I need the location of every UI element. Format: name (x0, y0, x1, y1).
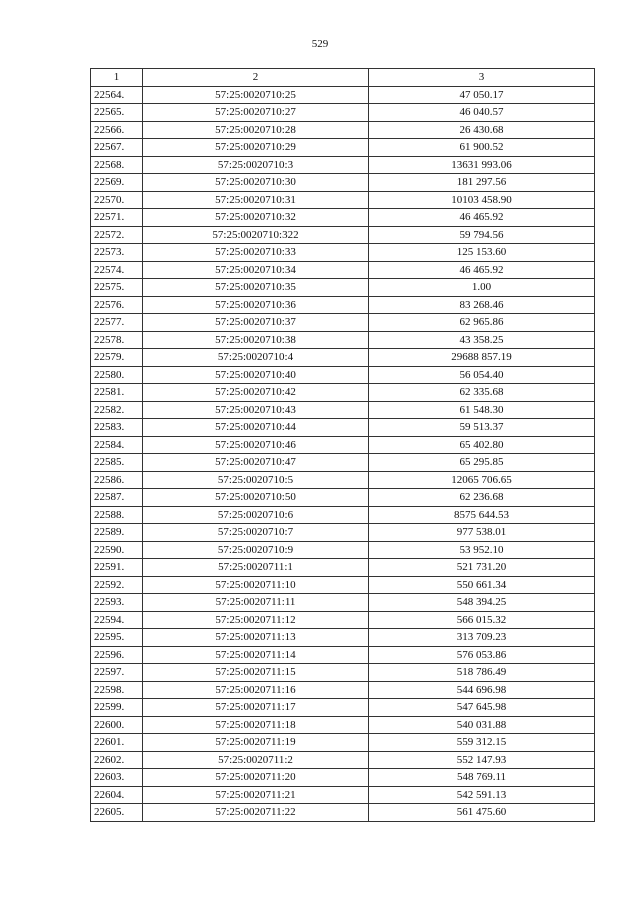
cadastral-number-cell: 57:25:0020710:42 (143, 384, 369, 402)
row-number-cell: 22574. (91, 261, 143, 279)
table-row (91, 576, 595, 594)
cadastral-value-cell: 61 900.52 (369, 139, 595, 157)
cadastral-number-cell: 57:25:0020711:10 (143, 576, 369, 594)
row-number-cell: 22598. (91, 681, 143, 699)
table-row (91, 611, 595, 629)
row-number-cell: 22575. (91, 279, 143, 297)
table-row (91, 401, 595, 419)
cadastral-value-cell: 566 015.32 (369, 611, 595, 629)
cadastral-number-cell: 57:25:0020711:18 (143, 716, 369, 734)
row-number-cell: 22595. (91, 629, 143, 647)
row-number-cell: 22601. (91, 734, 143, 752)
cadastral-number-cell: 57:25:0020711:12 (143, 611, 369, 629)
header-row (91, 69, 595, 87)
row-number-cell: 22576. (91, 296, 143, 314)
cadastral-number-cell: 57:25:0020710:322 (143, 226, 369, 244)
cadastral-value-cell: 46 465.92 (369, 209, 595, 227)
cadastral-value-cell: 43 358.25 (369, 331, 595, 349)
table-row (91, 629, 595, 647)
row-number-cell: 22605. (91, 804, 143, 822)
cadastral-number-cell: 57:25:0020710:9 (143, 541, 369, 559)
row-number-cell: 22573. (91, 244, 143, 262)
cadastral-value-cell: 62 236.68 (369, 489, 595, 507)
cadastral-value-cell: 550 661.34 (369, 576, 595, 594)
table-row (91, 384, 595, 402)
row-number-cell: 22583. (91, 419, 143, 437)
table-row (91, 86, 595, 104)
cadastral-value-cell: 13631 993.06 (369, 156, 595, 174)
cadastral-number-cell: 57:25:0020710:43 (143, 401, 369, 419)
table-row (91, 769, 595, 787)
table-row (91, 244, 595, 262)
row-number-cell: 22567. (91, 139, 143, 157)
cadastral-number-cell: 57:25:0020711:21 (143, 786, 369, 804)
table-row (91, 541, 595, 559)
table-row (91, 349, 595, 367)
table-row (91, 139, 595, 157)
cadastral-number-cell: 57:25:0020710:31 (143, 191, 369, 209)
table-row (91, 489, 595, 507)
cadastral-number-cell: 57:25:0020711:17 (143, 699, 369, 717)
row-number-cell: 22568. (91, 156, 143, 174)
table-row (91, 734, 595, 752)
table-row (91, 104, 595, 122)
cadastral-value-cell: 542 591.13 (369, 786, 595, 804)
cadastral-value-cell: 576 053.86 (369, 646, 595, 664)
cadastral-number-cell: 57:25:0020711:1 (143, 559, 369, 577)
column-header-1: 1 (91, 69, 143, 87)
row-number-cell: 22587. (91, 489, 143, 507)
table-row (91, 804, 595, 822)
column-header-2: 2 (143, 69, 369, 87)
cadastral-value-cell: 125 153.60 (369, 244, 595, 262)
cadastral-value-cell: 29688 857.19 (369, 349, 595, 367)
cadastral-number-cell: 57:25:0020710:28 (143, 121, 369, 139)
cadastral-number-cell: 57:25:0020710:33 (143, 244, 369, 262)
cadastral-value-cell: 559 312.15 (369, 734, 595, 752)
cadastral-number-cell: 57:25:0020710:50 (143, 489, 369, 507)
cadastral-number-cell: 57:25:0020711:19 (143, 734, 369, 752)
row-number-cell: 22564. (91, 86, 143, 104)
table-row (91, 786, 595, 804)
row-number-cell: 22593. (91, 594, 143, 612)
cadastral-number-cell: 57:25:0020711:16 (143, 681, 369, 699)
row-number-cell: 22596. (91, 646, 143, 664)
cadastral-value-cell: 65 402.80 (369, 436, 595, 454)
cadastral-value-cell: 46 465.92 (369, 261, 595, 279)
table-row (91, 716, 595, 734)
cadastral-number-cell: 57:25:0020711:2 (143, 751, 369, 769)
cadastral-value-cell: 544 696.98 (369, 681, 595, 699)
table-row (91, 226, 595, 244)
row-number-cell: 22589. (91, 524, 143, 542)
table-row (91, 524, 595, 542)
row-number-cell: 22566. (91, 121, 143, 139)
cadastral-number-cell: 57:25:0020711:15 (143, 664, 369, 682)
table-row (91, 594, 595, 612)
row-number-cell: 22600. (91, 716, 143, 734)
cadastral-value-cell: 61 548.30 (369, 401, 595, 419)
cadastral-value-cell: 62 965.86 (369, 314, 595, 332)
row-number-cell: 22571. (91, 209, 143, 227)
row-number-cell: 22572. (91, 226, 143, 244)
cadastral-value-cell: 12065 706.65 (369, 471, 595, 489)
column-header-3: 3 (369, 69, 595, 87)
cadastral-value-cell: 56 054.40 (369, 366, 595, 384)
row-number-cell: 22604. (91, 786, 143, 804)
cadastral-number-cell: 57:25:0020710:32 (143, 209, 369, 227)
row-number-cell: 22580. (91, 366, 143, 384)
table-header (91, 69, 595, 87)
table-row (91, 156, 595, 174)
row-number-cell: 22602. (91, 751, 143, 769)
row-number-cell: 22577. (91, 314, 143, 332)
cadastral-value-cell: 518 786.49 (369, 664, 595, 682)
row-number-cell: 22588. (91, 506, 143, 524)
table-row (91, 331, 595, 349)
cadastral-number-cell: 57:25:0020711:13 (143, 629, 369, 647)
cadastral-number-cell: 57:25:0020710:27 (143, 104, 369, 122)
cadastral-value-cell: 548 769.11 (369, 769, 595, 787)
table-row (91, 314, 595, 332)
row-number-cell: 22586. (91, 471, 143, 489)
cadastral-value-cell: 1.00 (369, 279, 595, 297)
cadastral-value-cell: 561 475.60 (369, 804, 595, 822)
table-row (91, 366, 595, 384)
row-number-cell: 22581. (91, 384, 143, 402)
cadastral-number-cell: 57:25:0020710:44 (143, 419, 369, 437)
cadastral-value-cell: 59 794.56 (369, 226, 595, 244)
row-number-cell: 22569. (91, 174, 143, 192)
table-row (91, 174, 595, 192)
cadastral-number-cell: 57:25:0020710:35 (143, 279, 369, 297)
table-body (91, 86, 595, 821)
cadastral-number-cell: 57:25:0020710:29 (143, 139, 369, 157)
cadastral-value-cell: 547 645.98 (369, 699, 595, 717)
row-number-cell: 22584. (91, 436, 143, 454)
cadastral-value-cell: 53 952.10 (369, 541, 595, 559)
table-row (91, 296, 595, 314)
cadastral-value-cell: 313 709.23 (369, 629, 595, 647)
row-number-cell: 22570. (91, 191, 143, 209)
row-number-cell: 22592. (91, 576, 143, 594)
table-row (91, 751, 595, 769)
table-row (91, 471, 595, 489)
table-row (91, 681, 595, 699)
table-row (91, 436, 595, 454)
cadastral-value-cell: 65 295.85 (369, 454, 595, 472)
cadastral-number-cell: 57:25:0020710:3 (143, 156, 369, 174)
cadastral-number-cell: 57:25:0020710:40 (143, 366, 369, 384)
table-row (91, 261, 595, 279)
table-row (91, 664, 595, 682)
table-row (91, 279, 595, 297)
row-number-cell: 22594. (91, 611, 143, 629)
table-row (91, 646, 595, 664)
cadastral-value-cell: 59 513.37 (369, 419, 595, 437)
table-row (91, 419, 595, 437)
cadastral-value-cell: 552 147.93 (369, 751, 595, 769)
table-row (91, 559, 595, 577)
row-number-cell: 22597. (91, 664, 143, 682)
cadastral-number-cell: 57:25:0020710:36 (143, 296, 369, 314)
cadastral-value-cell: 540 031.88 (369, 716, 595, 734)
cadastral-number-cell: 57:25:0020710:46 (143, 436, 369, 454)
table-row (91, 454, 595, 472)
table-row (91, 191, 595, 209)
cadastral-number-cell: 57:25:0020710:30 (143, 174, 369, 192)
cadastral-value-cell: 83 268.46 (369, 296, 595, 314)
cadastral-number-cell: 57:25:0020711:20 (143, 769, 369, 787)
row-number-cell: 22599. (91, 699, 143, 717)
cadastral-value-cell: 47 050.17 (369, 86, 595, 104)
cadastral-number-cell: 57:25:0020711:14 (143, 646, 369, 664)
cadastral-number-cell: 57:25:0020710:5 (143, 471, 369, 489)
cadastral-value-cell: 26 430.68 (369, 121, 595, 139)
cadastral-number-cell: 57:25:0020711:11 (143, 594, 369, 612)
page-number: 529 (311, 38, 329, 50)
cadastral-number-cell: 57:25:0020710:7 (143, 524, 369, 542)
cadastral-number-cell: 57:25:0020710:38 (143, 331, 369, 349)
cadastral-number-cell: 57:25:0020710:47 (143, 454, 369, 472)
row-number-cell: 22585. (91, 454, 143, 472)
table-row (91, 506, 595, 524)
cadastral-value-cell: 548 394.25 (369, 594, 595, 612)
row-number-cell: 22578. (91, 331, 143, 349)
cadastral-value-table (90, 68, 595, 822)
row-number-cell: 22582. (91, 401, 143, 419)
cadastral-value-cell: 181 297.56 (369, 174, 595, 192)
table-row (91, 699, 595, 717)
cadastral-number-cell: 57:25:0020711:22 (143, 804, 369, 822)
table-row (91, 121, 595, 139)
row-number-cell: 22590. (91, 541, 143, 559)
cadastral-value-cell: 521 731.20 (369, 559, 595, 577)
cadastral-value-cell: 8575 644.53 (369, 506, 595, 524)
row-number-cell: 22603. (91, 769, 143, 787)
row-number-cell: 22579. (91, 349, 143, 367)
cadastral-number-cell: 57:25:0020710:25 (143, 86, 369, 104)
cadastral-number-cell: 57:25:0020710:37 (143, 314, 369, 332)
cadastral-number-cell: 57:25:0020710:6 (143, 506, 369, 524)
cadastral-value-cell: 977 538.01 (369, 524, 595, 542)
cadastral-number-cell: 57:25:0020710:4 (143, 349, 369, 367)
row-number-cell: 22565. (91, 104, 143, 122)
table-row (91, 209, 595, 227)
cadastral-value-cell: 62 335.68 (369, 384, 595, 402)
cadastral-value-cell: 46 040.57 (369, 104, 595, 122)
cadastral-number-cell: 57:25:0020710:34 (143, 261, 369, 279)
row-number-cell: 22591. (91, 559, 143, 577)
cadastral-value-cell: 10103 458.90 (369, 191, 595, 209)
